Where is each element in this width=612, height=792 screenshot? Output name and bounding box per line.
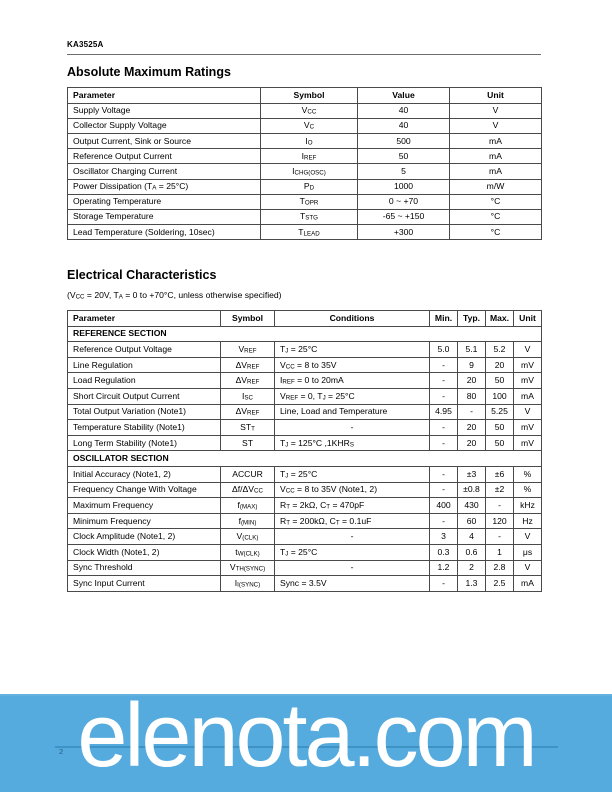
table-cell: $I_{REF} = 0$ to 20mA [275,373,430,389]
table-cell: Lead Temperature (Soldering, 10sec) [68,225,261,240]
table-row [68,133,542,148]
table-cell: 500 [358,133,450,148]
column-header: Max. [486,311,514,327]
table-cell: mV [514,420,542,436]
table-cell: % [514,482,542,498]
table-cell: - [430,467,458,483]
table-cell: 0 ~ +70 [358,194,450,209]
table-cell: Clock Width (Note1, 2) [68,544,221,560]
table-cell: ±6 [486,467,514,483]
table-row [68,103,542,118]
table-cell: Sync Input Current [68,576,221,592]
table-row [68,118,542,133]
table-cell: 100 [486,389,514,405]
table-cell: Load Regulation [68,373,221,389]
table-cell: 60 [458,513,486,529]
table-cell: - [275,560,430,576]
table-cell: - [486,498,514,514]
table-cell: 2.8 [486,560,514,576]
abs-max-ratings-title: Absolute Maximum Ratings [67,65,231,79]
table-cell: $T_{LEAD}$ [261,225,358,240]
table-cell: 50 [486,420,514,436]
table-row [68,467,542,483]
table-cell: $T_J = 25^\circ C$ [275,544,430,560]
table-cell: $T_J = 25^\circ C$ [275,467,430,483]
table-cell: Hz [514,513,542,529]
table-cell: $R_T = 2k\Omega$, $C_T = 470pF$ [275,498,430,514]
electrical-characteristics-title: Electrical Characteristics [67,268,217,283]
table-cell: $\Delta V_{REF}$ [221,373,275,389]
table-cell: V [514,529,542,545]
table-row [68,389,542,405]
watermark-text: elenota.com [77,686,535,786]
table-row [68,149,542,164]
table-cell: mA [450,164,542,179]
column-header: Parameter [68,311,221,327]
table-header-row [68,88,542,103]
table-cell: Line Regulation [68,357,221,373]
table-cell: $ST_T$ [221,420,275,436]
table-cell: 20 [458,420,486,436]
table-row [68,420,542,436]
column-header: Unit [450,88,542,103]
page-content [67,40,541,592]
table-cell: 1000 [358,179,450,194]
part-number: KA3525A [67,40,104,49]
table-cell: Total Output Variation (Note1) [68,404,221,420]
table-cell: mV [514,357,542,373]
column-header: Min. [430,311,458,327]
table-cell: Initial Accuracy (Note1, 2) [68,467,221,483]
table-cell: ACCUR [221,467,275,483]
table-row [68,498,542,514]
table-cell: $I_{CHG(OSC)}$ [261,164,358,179]
table-cell: Reference Output Current [68,149,261,164]
table-cell: 0.6 [458,544,486,560]
table-cell: 120 [486,513,514,529]
table-cell: - [430,357,458,373]
table-cell: 4.95 [430,404,458,420]
table-cell: $V_{TH(SYNC)}$ [221,560,275,576]
section-label: OSCILLATOR SECTION [68,451,542,467]
table-cell: m/W [450,179,542,194]
table-cell: 2 [458,560,486,576]
table-header-row [68,311,542,327]
table-row [68,576,542,592]
table-cell: 2.5 [486,576,514,592]
table-cell: $\Delta f/\Delta V_{CC}$ [221,482,275,498]
table-cell: 40 [358,118,450,133]
table-cell: V [514,560,542,576]
table-cell: ±2 [486,482,514,498]
table-cell: 430 [458,498,486,514]
table-cell: - [458,404,486,420]
table-cell: Clock Amplitude (Note1, 2) [68,529,221,545]
table-cell: $V_{CC} = 8$ to 35V (Note1, 2) [275,482,430,498]
table-cell: 5.1 [458,342,486,358]
table-cell: °C [450,225,542,240]
table-cell: 3 [430,529,458,545]
table-cell: 5.0 [430,342,458,358]
table-cell: 1.2 [430,560,458,576]
table-cell: Supply Voltage [68,103,261,118]
table-cell: - [430,420,458,436]
table-cell: $f_{(MAX)}$ [221,498,275,514]
table-cell: Output Current, Sink or Source [68,133,261,148]
table-cell: - [430,576,458,592]
table-cell: μs [514,544,542,560]
table-cell: mA [514,389,542,405]
table-cell: $T_{STG}$ [261,209,358,224]
table-cell: mA [514,576,542,592]
watermark-banner [0,686,612,792]
table-row [68,529,542,545]
table-cell: -65 ~ +150 [358,209,450,224]
table-cell: $V_{CC}$ [261,103,358,118]
table-cell: Reference Output Voltage [68,342,221,358]
table-row [68,342,542,358]
table-cell: - [430,482,458,498]
header-rule [67,54,541,55]
table-row [68,373,542,389]
table-row [68,164,542,179]
table-cell: 40 [358,103,450,118]
table-cell: Operating Temperature [68,194,261,209]
table-cell: $\Delta V_{REF}$ [221,404,275,420]
table-cell: - [430,435,458,451]
table-row [68,179,542,194]
table-cell: ±3 [458,467,486,483]
table-cell: Long Term Stability (Note1) [68,435,221,451]
column-header: Symbol [261,88,358,103]
table-row [68,357,542,373]
table-row [68,194,542,209]
table-cell: $I_O$ [261,133,358,148]
table-cell: $V_C$ [261,118,358,133]
table-cell: - [430,389,458,405]
table-cell: Power Dissipation $(T_A = 25^\circ C)$ [68,179,261,194]
table-cell: $V_{CC} = 8$ to 35V [275,357,430,373]
table-cell: $\Delta V_{REF}$ [221,357,275,373]
column-header: Parameter [68,88,261,103]
table-cell: - [430,373,458,389]
table-cell: $R_T = 200k\Omega$, $C_T = 0.1uF$ [275,513,430,529]
table-cell: 4 [458,529,486,545]
table-cell: 20 [458,435,486,451]
table-cell: Oscillator Charging Current [68,164,261,179]
absolute-max-ratings-table [67,87,542,240]
table-cell: $T_J = 25^\circ C$ [275,342,430,358]
table-cell: 50 [486,373,514,389]
table-row [68,404,542,420]
table-cell: $f_{(MIN)}$ [221,513,275,529]
table-cell: Line, Load and Temperature [275,404,430,420]
table-cell: Maximum Frequency [68,498,221,514]
table-row [68,513,542,529]
table-cell: Storage Temperature [68,209,261,224]
table-cell: 1.3 [458,576,486,592]
table-cell: Collector Supply Voltage [68,118,261,133]
table-cell: $I_{SC}$ [221,389,275,405]
table-cell: 5 [358,164,450,179]
table-cell: +300 [358,225,450,240]
table-cell: 5.2 [486,342,514,358]
table-cell: 20 [486,357,514,373]
column-header: Unit [514,311,542,327]
table-cell: ST [221,435,275,451]
table-cell: Sync = 3.5V [275,576,430,592]
table-cell: 0.3 [430,544,458,560]
table-cell: $V_{REF} = 0$, $T_J = 25^\circ C$ [275,389,430,405]
table-cell: - [275,529,430,545]
table-cell: ±0.8 [458,482,486,498]
electrical-characteristics-table [67,310,542,592]
table-cell: 1 [486,544,514,560]
table-cell: mA [450,149,542,164]
table-cell: V [450,118,542,133]
table-cell: °C [450,194,542,209]
table-cell: $V_{REF}$ [221,342,275,358]
table-cell: Minimum Frequency [68,513,221,529]
table-cell: $V_{(CLK)}$ [221,529,275,545]
table-cell: 80 [458,389,486,405]
column-header: Value [358,88,450,103]
table-cell: 50 [358,149,450,164]
table-cell: V [514,404,542,420]
section-label: REFERENCE SECTION [68,326,542,342]
table-cell: $P_D$ [261,179,358,194]
section-row [68,326,542,342]
table-cell: Frequency Change With Voltage [68,482,221,498]
table-cell: - [430,513,458,529]
table-row [68,435,542,451]
table-cell: Short Circuit Output Current [68,389,221,405]
table-row [68,560,542,576]
table-cell: Temperature Stability (Note1) [68,420,221,436]
table-cell: $t_{W(CLK)}$ [221,544,275,560]
table-row [68,209,542,224]
section-row [68,451,542,467]
table-cell: kHz [514,498,542,514]
page-number: 2 [59,747,64,756]
table-cell: Sync Threshold [68,560,221,576]
table-cell: % [514,467,542,483]
table-cell: °C [450,209,542,224]
table-cell: $T_{OPR}$ [261,194,358,209]
table-cell: $T_J = 125^\circ C$ $,1KHR_S$ [275,435,430,451]
table-cell: 20 [458,373,486,389]
column-header: Conditions [275,311,430,327]
table-cell: mV [514,435,542,451]
table-cell: 5.25 [486,404,514,420]
table-cell: mA [450,133,542,148]
table-cell: - [275,420,430,436]
column-header: Typ. [458,311,486,327]
table-cell: $I_{REF}$ [261,149,358,164]
electrical-characteristics-note: ($V_{CC} = 20V$, $T_A = 0$ to +70°C, unless otherwise specified) [67,289,282,301]
table-row [68,482,542,498]
table-row [68,544,542,560]
column-header: Symbol [221,311,275,327]
table-cell: V [450,103,542,118]
table-cell: 9 [458,357,486,373]
table-cell: $I_{I(SYNC)}$ [221,576,275,592]
table-cell: 50 [486,435,514,451]
table-cell: - [486,529,514,545]
table-row [68,225,542,240]
table-cell: mV [514,373,542,389]
table-cell: 400 [430,498,458,514]
table-cell: V [514,342,542,358]
